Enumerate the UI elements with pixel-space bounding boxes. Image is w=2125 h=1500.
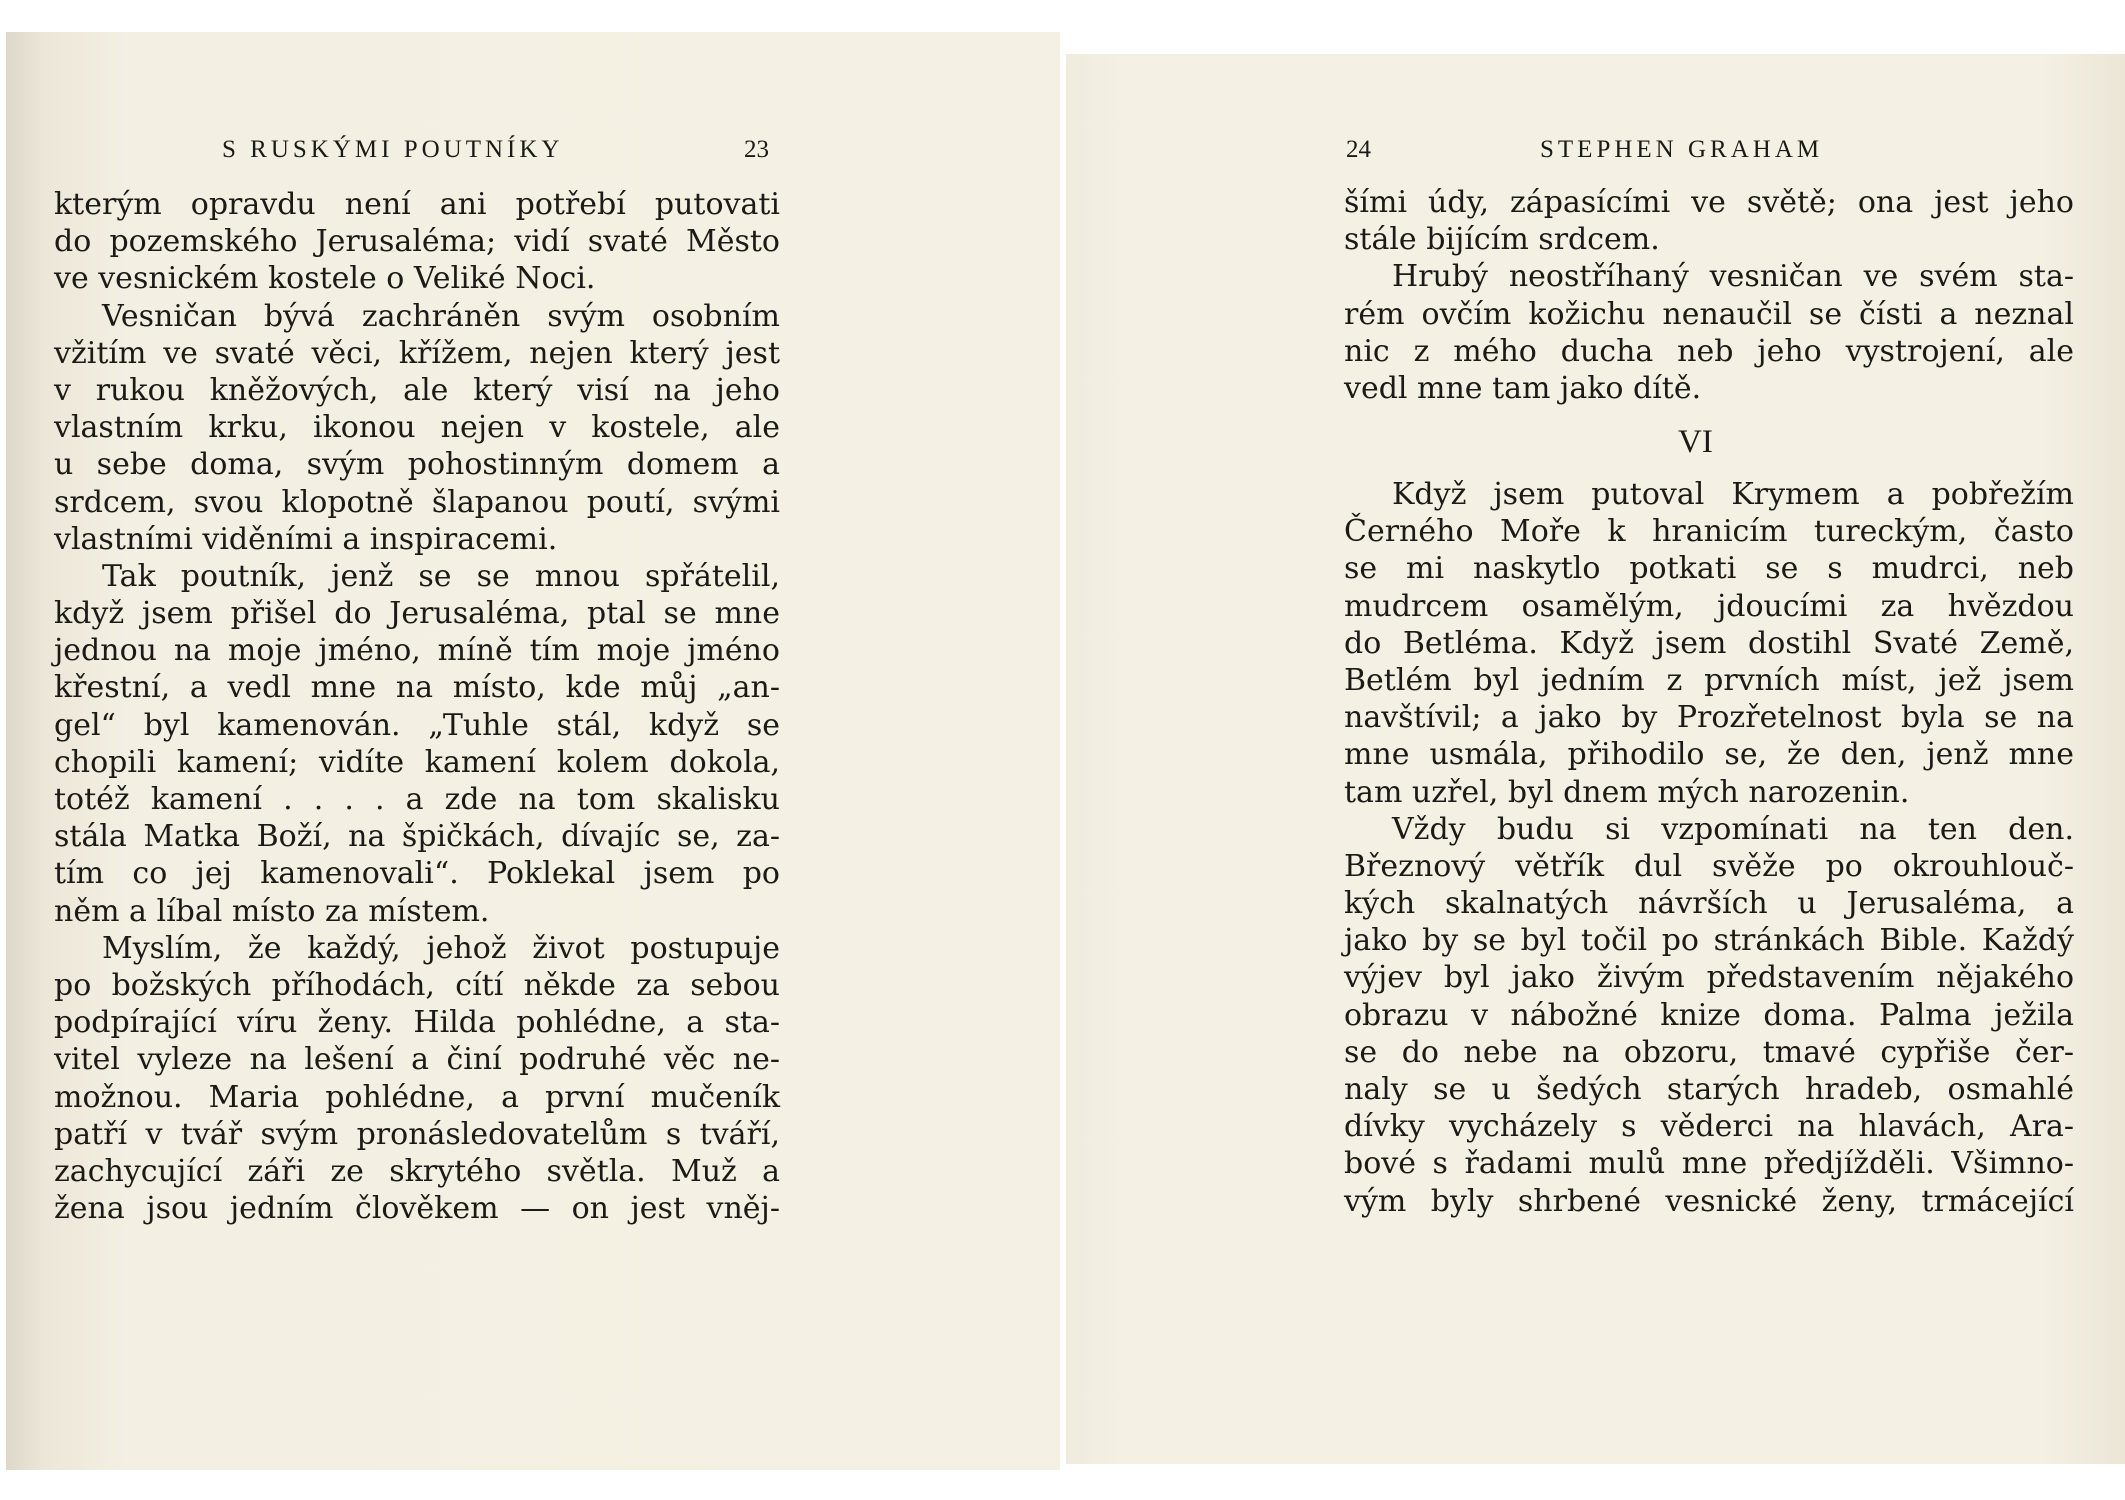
text-line: jako by se byl točil po stránkách Bible. Každý xyxy=(1344,923,2074,959)
text-line: vedl mne tam jako dítě. xyxy=(1344,370,1702,406)
text-line: vžitím ve svaté věci, křížem, nejen který jest xyxy=(54,335,780,371)
left-page-text xyxy=(54,186,780,1227)
text-line: bové s řadami mulů mne předjížděli. Všimno- xyxy=(1344,1146,2074,1182)
text-line: mne usmála, přihodilo se, že den, jenž mne xyxy=(1344,737,2074,773)
text-line: vitel vyleze na lešení a činí podruhé věc ne- xyxy=(54,1042,780,1078)
text-line: stála Matka Boží, na špičkách, dívajíc se, za- xyxy=(54,819,780,855)
text-line: křestní, a vedl mne na místo, kde můj „an- xyxy=(54,670,780,706)
text-line: tím co jej kamenovali“. Poklekal jsem po xyxy=(54,856,780,892)
text-line: vlastním krku, ikonou nejen v kostele, ale xyxy=(54,410,780,446)
text-line: naly se u šedých starých hradeb, osmahlé xyxy=(1344,1072,2074,1107)
text-line: totéž kamení . . . . a zde na tom skalisku xyxy=(54,782,780,817)
text-line: u sebe doma, svým pohostinným domem a xyxy=(54,447,780,483)
text-line: vým byly shrbené vesnické ženy, trmácející xyxy=(1344,1183,2074,1219)
text-line: navštívil; a jako by Prozřetelnost byla se na xyxy=(1344,700,2074,736)
running-head-left: S RUSKÝMI POUTNÍKY xyxy=(222,136,564,163)
text-line: obrazu v nábožné knize doma. Palma ježila xyxy=(1344,997,2074,1033)
text-line: Hrubý neostříhaný vesničan ve svém sta- xyxy=(1392,259,2074,295)
text-line: Březnový větřík dul svěže po okrouhlouč- xyxy=(1344,848,2074,884)
text-line: něm a líbal místo za místem. xyxy=(54,893,490,929)
text-line: Vesničan bývá zachráněn svým osobním xyxy=(102,298,780,334)
text-line: vlastními viděními a inspiracemi. xyxy=(54,521,558,557)
text-line: se mi naskytlo potkati se s mudrci, neb xyxy=(1344,551,2074,587)
text-line: kterým opravdu není ani potřebí putovati xyxy=(54,187,780,222)
text-line: zachycující záři ze skrytého světla. Muž a xyxy=(54,1153,780,1189)
text-line: se do nebe na obzoru, tmavé cypřiše čer- xyxy=(1344,1034,2074,1070)
text-line: rém ovčím kožichu nenaučil se čísti a neznal xyxy=(1344,296,2074,332)
right-page-text-top xyxy=(1344,184,2074,407)
text-line: výjev byl jako živým představením nějakého xyxy=(1344,960,2074,996)
left-page xyxy=(6,32,1060,1470)
chapter-heading: VI xyxy=(1678,424,1713,460)
text-line: ve vesnickém kostele o Veliké Noci. xyxy=(54,261,596,297)
text-line: Když jsem putoval Krymem a pobřežím xyxy=(1392,477,2074,512)
right-page-text-bottom xyxy=(1344,476,2074,1220)
text-line: tam uzřel, byl dnem mých narozenin. xyxy=(1344,774,1910,810)
text-line: Tak poutník, jenž se se mnou spřátelil, xyxy=(102,558,780,594)
text-line: podpírající víru ženy. Hilda pohlédne, a sta- xyxy=(54,1005,780,1041)
page-number-right: 24 xyxy=(1346,136,1371,163)
text-line: kých skalnatých návrších u Jerusaléma, a xyxy=(1344,886,2074,922)
text-line: když jsem přišel do Jerusaléma, ptal se mne xyxy=(54,596,780,632)
text-line: chopili kamení; vidíte kamení kolem dokola, xyxy=(54,744,780,780)
text-line: patří v tvář svým pronásledovatelům s tváří, xyxy=(54,1116,780,1152)
text-line: Černého Moře k hranicím tureckým, často xyxy=(1344,514,2074,550)
text-line: dívky vycházely s věderci na hlavách, Ara- xyxy=(1344,1109,2074,1145)
text-line: Myslím, že každý, jehož život postupuje xyxy=(102,930,780,966)
text-line: Betlém byl jedním z prvních míst, jež jsem xyxy=(1344,662,2074,698)
text-line: možnou. Maria pohlédne, a první mučeník xyxy=(54,1079,780,1115)
text-line: jednou na moje jméno, míně tím moje jméno xyxy=(54,633,780,669)
text-line: stále bijícím srdcem. xyxy=(1344,222,1660,258)
text-line: srdcem, svou klopotně šlapanou poutí, svými xyxy=(54,484,780,520)
page-number-left: 23 xyxy=(744,136,769,163)
text-line: žena jsou jedním člověkem — on jest vněj- xyxy=(54,1191,780,1227)
right-page xyxy=(1066,54,2125,1464)
text-line: po božských příhodách, cítí někde za sebou xyxy=(54,967,780,1003)
running-head-right: STEPHEN GRAHAM xyxy=(1540,136,1824,163)
text-line: nic z mého ducha neb jeho vystrojení, ale xyxy=(1344,333,2074,369)
text-line: do Betléma. Když jsem dostihl Svaté Země, xyxy=(1344,625,2074,661)
text-line: mudrcem osamělým, jdoucími za hvězdou xyxy=(1344,588,2074,624)
text-line: šími údy, zápasícími ve světě; ona jest jeho xyxy=(1344,185,2074,220)
text-line: gel“ byl kamenován. „Tuhle stál, když se xyxy=(54,707,780,743)
text-line: do pozemského Jerusaléma; vidí svaté Město xyxy=(54,224,780,260)
text-line: Vždy budu si vzpomínati na ten den. xyxy=(1392,811,2074,847)
text-line: v rukou kněžových, ale který visí na jeho xyxy=(54,372,780,408)
